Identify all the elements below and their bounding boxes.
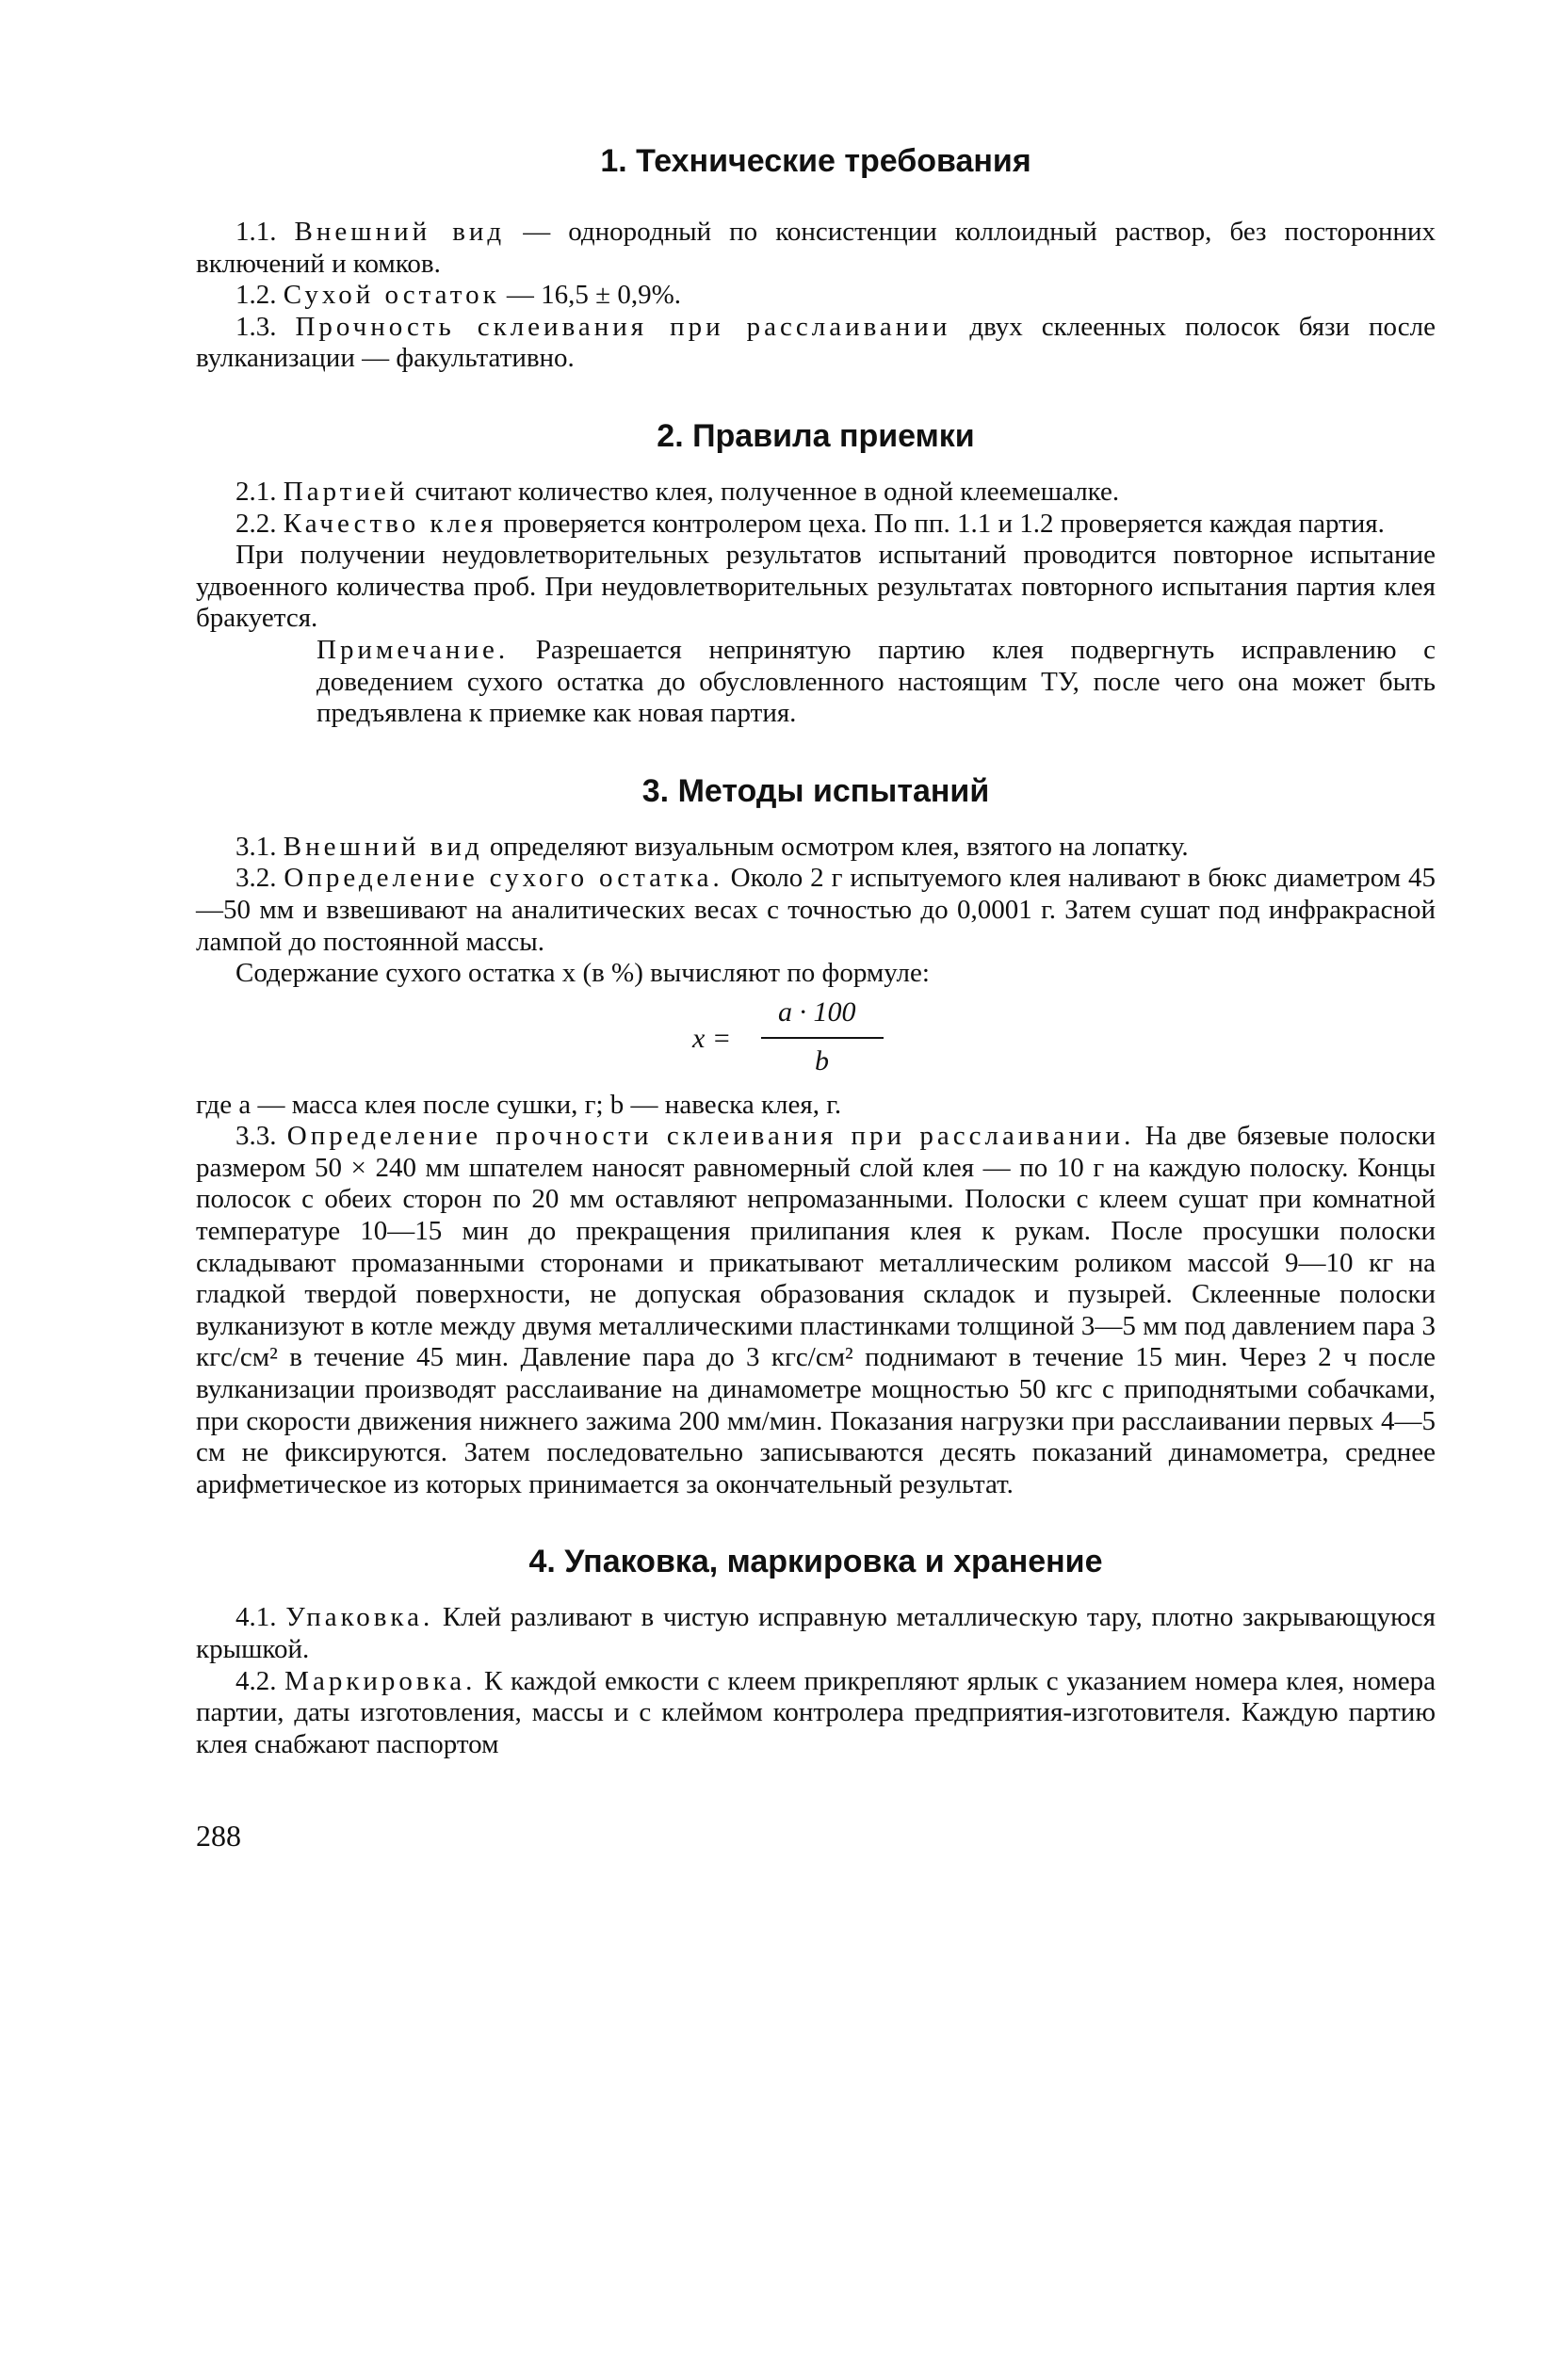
paragraph: 1.3. Прочность склеивания при расслаивании двух склеенных полосок бязи после вулканизации — факультативно. xyxy=(196,311,1436,374)
formula-where: где a — масса клея после сушки, г; b — навеска клея, г. xyxy=(196,1089,842,1120)
paragraph: 2.1. Партией считают количество клея, полученное в одной клеемешалке. xyxy=(235,476,1120,507)
section-heading-3: 3. Методы испытаний xyxy=(641,772,990,809)
section-heading-1: 1. Технические требования xyxy=(600,143,1031,179)
note: Примечание. Разрешается непринятую партию клея подвергнуть исправлению с доведением сухого остатка до обусловленного настоящим ТУ, после чего она может быть предъявлена к приемке как новая партия. xyxy=(316,634,1436,729)
paragraph: При получении неудовлетворительных результатов испытаний проводится повторное испытание удвоенного количества проб. При неудовлетворительных результатах повторного испытания партия клея бракуется. xyxy=(196,540,1436,634)
section-3-body xyxy=(196,832,1436,990)
note-label: Примечание. xyxy=(316,634,510,665)
paragraph: 2.2. Качество клея проверяется контролером цеха. По пп. 1.1 и 1.2 проверяется каждая партия. xyxy=(235,508,1385,539)
fraction-bar xyxy=(761,1037,884,1039)
section-heading-2: 2. Правила приемки xyxy=(657,417,975,454)
formula xyxy=(196,996,1436,1086)
formula-numerator: a · 100 xyxy=(778,996,856,1028)
formula-denominator: b xyxy=(815,1044,829,1077)
paragraph: 3.1. Внешний вид определяют визуальным осмотром клея, взятого на лопатку. xyxy=(235,831,1189,862)
paragraph: 3.2. Определение сухого остатка. Около 2 г испытуемого клея наливают в бюкс диаметром 45—50 мм и взвешивают на аналитических весах с точностью до 0,0001 г. Затем сушат под инфракрасной лампой до постоянной массы. xyxy=(196,863,1436,957)
section-3-body-after xyxy=(196,1090,1436,1501)
formula-lhs: x = xyxy=(692,1022,732,1054)
page xyxy=(196,0,1436,1854)
paragraph: 4.1. Упаковка. Клей разливают в чистую исправную металлическую тару, плотно закрывающуюся крышкой. xyxy=(196,1602,1436,1664)
section-heading-4: 4. Упаковка, маркировка и хранение xyxy=(528,1544,1103,1580)
section-1-body xyxy=(196,217,1436,375)
paragraph: 4.2. Маркировка. К каждой емкости с клеем прикрепляют ярлык с указанием номера клея, номера партии, даты изготовления, массы и с клеймом контролера предприятия-изготовителя. Каждую партию клея снабжают паспортом xyxy=(196,1665,1436,1759)
paragraph: 1.1. Внешний вид — однородный по консистенции коллоидный раствор, без посторонних включений и комков. xyxy=(196,217,1436,279)
section-4-body xyxy=(196,1602,1436,1760)
page-number: 288 xyxy=(196,1819,241,1854)
paragraph: Содержание сухого остатка x (в %) вычисляют по формуле: xyxy=(235,958,930,989)
section-2-body xyxy=(196,477,1436,635)
paragraph: 3.3. Определение прочности склеивания при расслаивании. На две бязевые полоски размером 50 × 240 мм шпателем наносят равномерный слой клея — по 10 г на каждую полоску. Концы полосок с обеих сторон по 20 мм оставляют непромазанными. Полоски с клеем сушат при комнатной температуре 10—15 мин до прекращения прилипания клея к рукам. После просушки полоски складывают промазанными сторонами и прикатывают металлическим роликом массой 9—10 кг на гладкой твердой поверхности, не допуская образования складок и пузырей. Склеенные полоски вулканизуют в котле между двумя металлическими пластинками толщиной 3—5 мм под давлением пара 3 кгс/см² в течение 45 мин. Давление пара до 3 кгс/см² поднимают в течение 15 мин. Через 2 ч после вулканизации производят расслаивание на динамометре мощностью 50 кгс с приподнятыми собачками, при скорости движения нижнего зажима 200 мм/мин. Показания нагрузки при расслаивании первых 4—5 см не фиксируются. Затем последовательно записываются десять показаний динамометра, среднее арифметическое из которых принимается за окончательный результат. xyxy=(196,1121,1436,1499)
paragraph: 1.2. Сухой остаток — 16,5 ± 0,9%. xyxy=(235,280,681,311)
